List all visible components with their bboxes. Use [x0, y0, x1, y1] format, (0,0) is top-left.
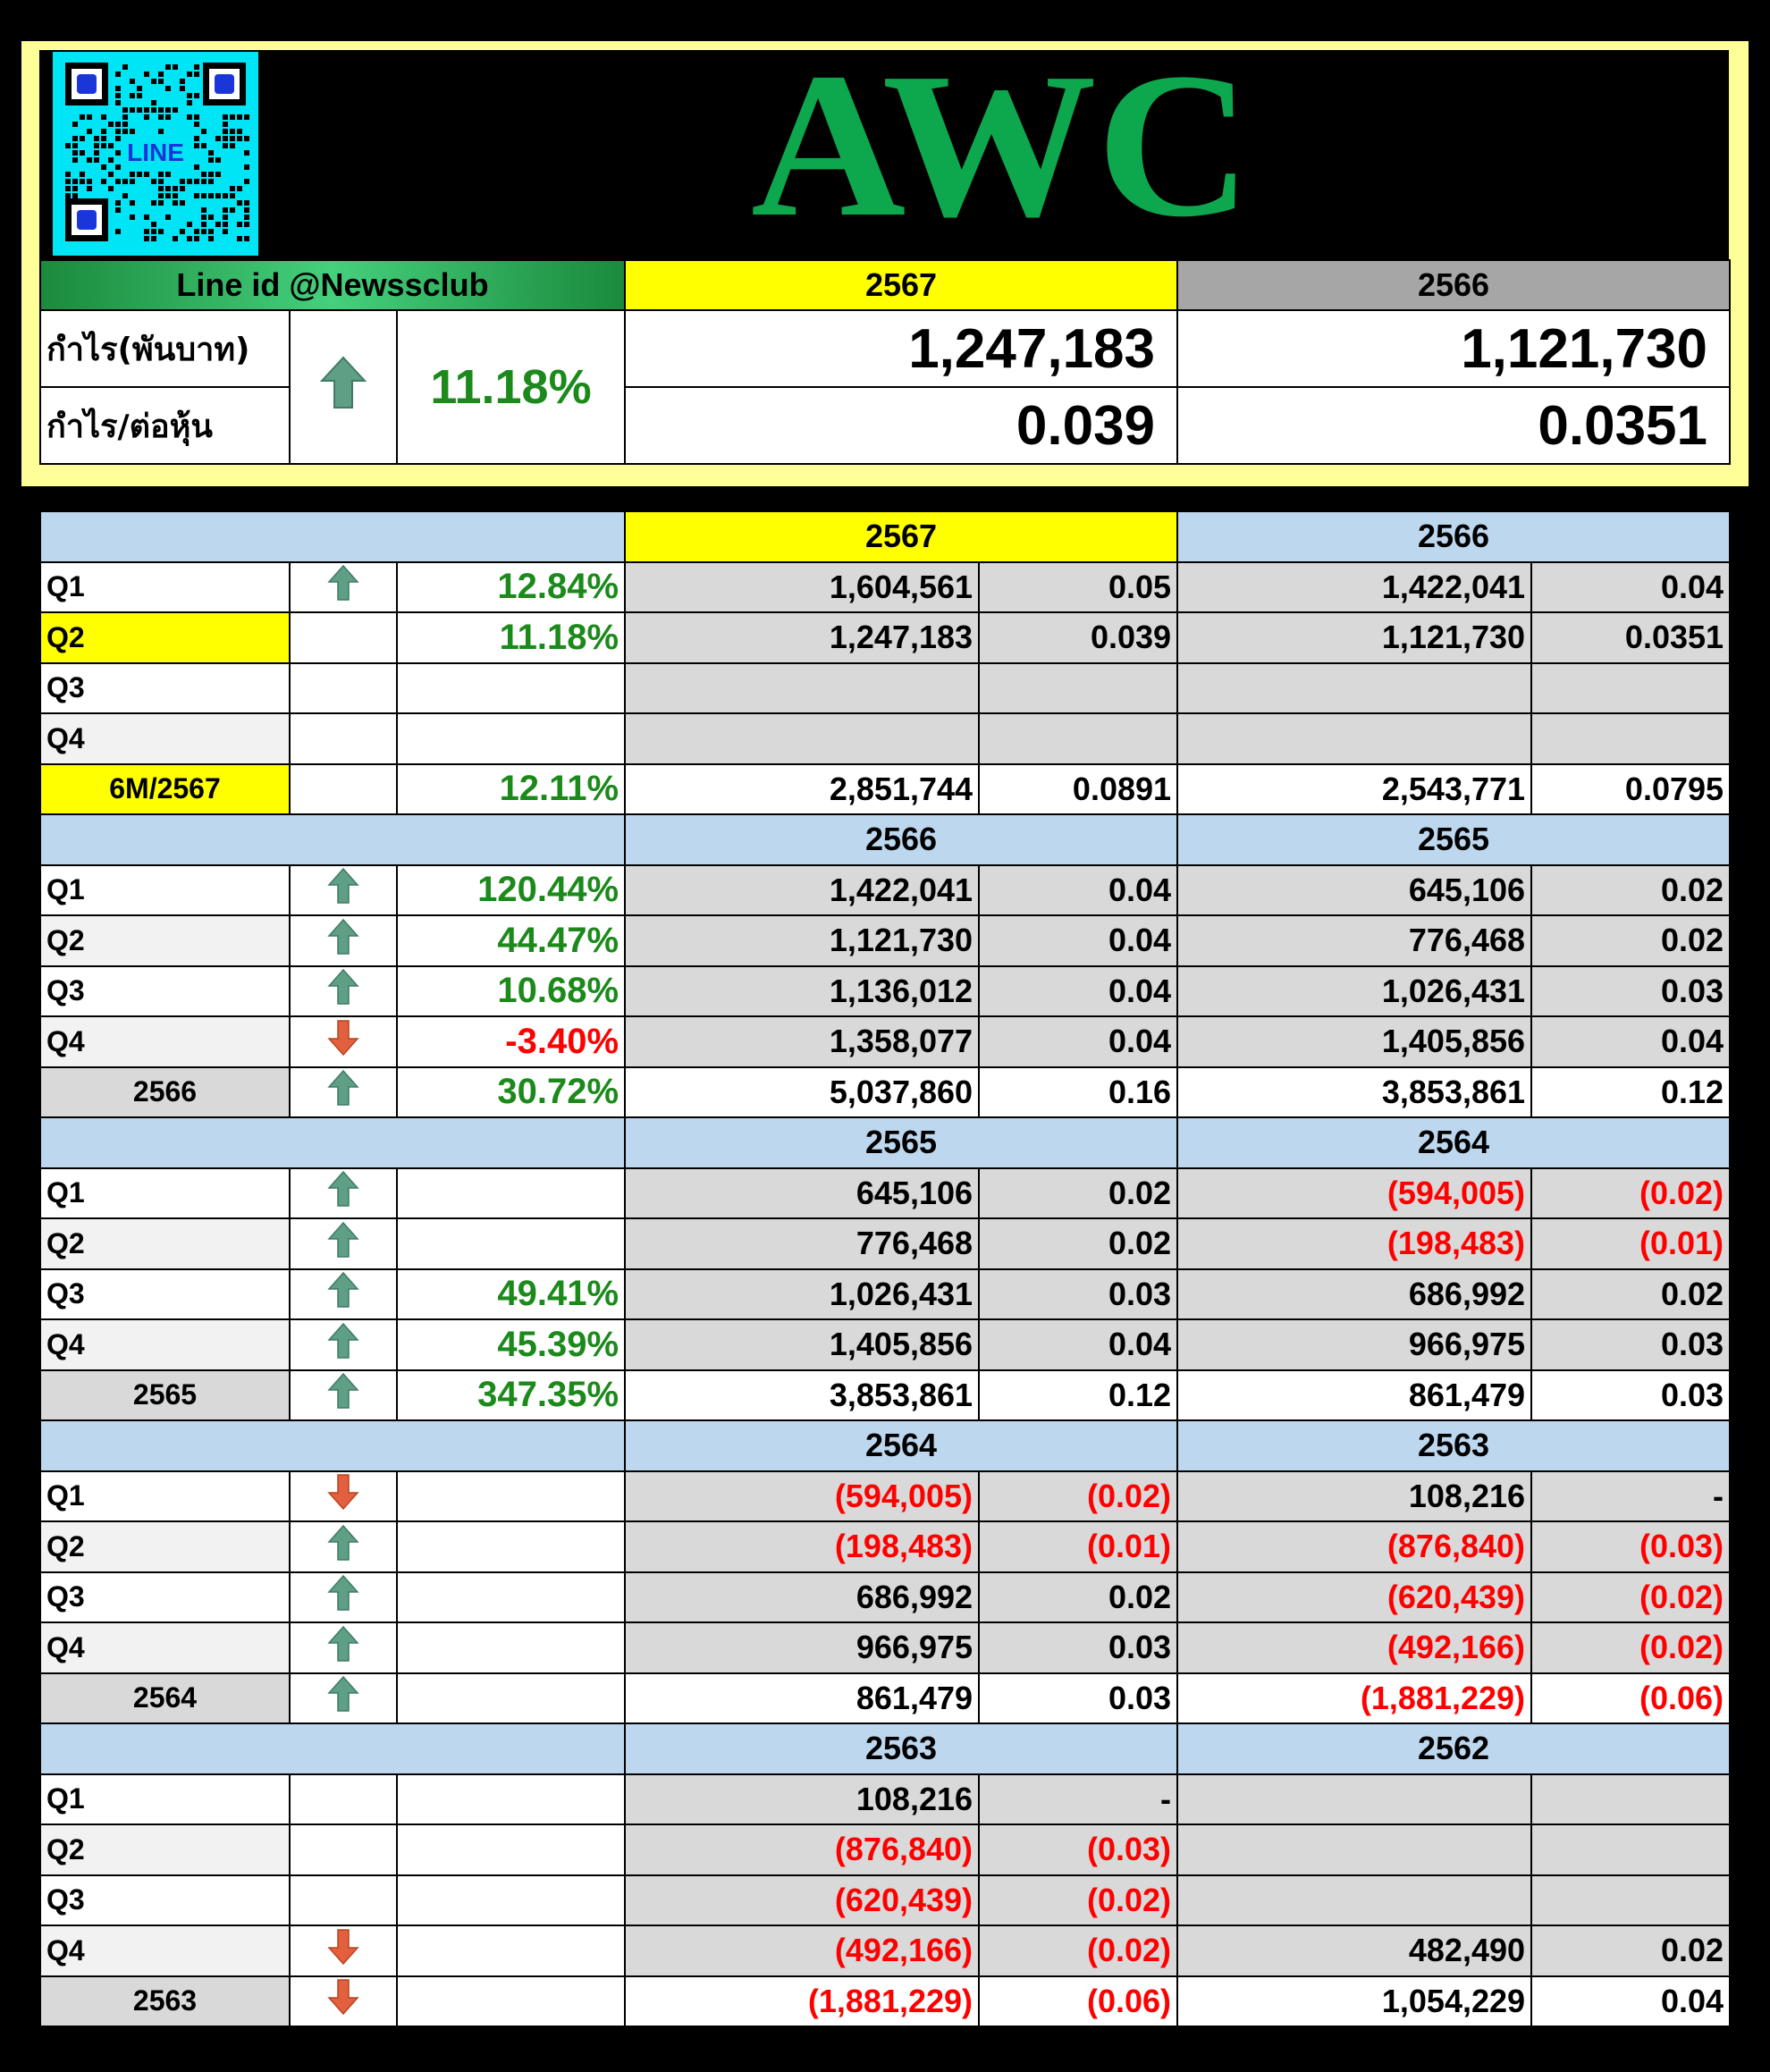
table-row [40, 1774, 1730, 1825]
row-trend [290, 1925, 397, 1976]
row-change-pct [397, 1572, 625, 1623]
table-row [40, 865, 1730, 916]
eps-value-a: 0.04 [979, 865, 1177, 916]
eps-value-a [979, 713, 1177, 764]
row-change-pct [397, 1824, 625, 1875]
profit-value-a: (198,483) [625, 1521, 979, 1572]
section-year-a: 2566 [625, 814, 1177, 865]
profit-value-a: 966,975 [625, 1622, 979, 1673]
row-trend [290, 1067, 397, 1118]
profit-value-b: 776,468 [1177, 915, 1531, 966]
section-year-a: 2563 [625, 1723, 1177, 1774]
section-spacer [40, 1723, 625, 1774]
eps-value-a: 0.05 [979, 562, 1177, 613]
table-row [40, 1471, 1730, 1522]
row-change-pct [397, 1925, 625, 1976]
row-label: Q4 [40, 1319, 290, 1370]
eps-value-b: 0.02 [1531, 1269, 1730, 1320]
eps-value-a: (0.03) [979, 1824, 1177, 1875]
row-change-pct: 10.68% [397, 966, 625, 1017]
row-label: Q4 [40, 713, 290, 764]
row-label: Q1 [40, 1471, 290, 1522]
row-trend [290, 1673, 397, 1724]
eps-value-a: 0.02 [979, 1572, 1177, 1623]
profit-value-a [625, 713, 979, 764]
row-change-pct: -3.40% [397, 1016, 625, 1067]
eps-value-a: 0.04 [979, 966, 1177, 1017]
table-row [40, 1521, 1730, 1572]
down-arrow-icon [327, 1019, 359, 1057]
eps-value-a: 0.02 [979, 1168, 1177, 1219]
profit-value-a: 1,026,431 [625, 1269, 979, 1320]
profit-value-b: (876,840) [1177, 1521, 1531, 1572]
profit-value-a: 861,479 [625, 1673, 979, 1724]
profit-value-b: 1,121,730 [1177, 612, 1531, 663]
row-trend [290, 1622, 397, 1673]
row-trend [290, 966, 397, 1017]
profit-value-b: 1,422,041 [1177, 562, 1531, 613]
up-arrow-icon [327, 1322, 359, 1360]
row-change-pct [397, 1218, 625, 1269]
eps-value-a: 0.04 [979, 1016, 1177, 1067]
row-trend [290, 1471, 397, 1522]
row-label: Q1 [40, 562, 290, 613]
logo-text: AWC [751, 54, 1252, 232]
row-change-pct [397, 1521, 625, 1572]
table-row [40, 1925, 1730, 1976]
profit-value-b [1177, 663, 1531, 714]
up-arrow-icon [320, 356, 367, 409]
table-row [40, 1622, 1730, 1673]
row-trend [290, 1976, 397, 2027]
up-arrow-icon [327, 1271, 359, 1309]
eps-value-a: (0.01) [979, 1521, 1177, 1572]
profit-value-a: 1,422,041 [625, 865, 979, 916]
eps-value-b: (0.03) [1531, 1521, 1730, 1572]
row-label: Q3 [40, 1572, 290, 1623]
profit-value-b: 966,975 [1177, 1319, 1531, 1370]
profit-value-a: 1,136,012 [625, 966, 979, 1017]
profit-value-a: (620,439) [625, 1875, 979, 1926]
row-trend [290, 1218, 397, 1269]
eps-value-a: 0.04 [979, 915, 1177, 966]
row-change-pct [397, 663, 625, 714]
table-row [40, 663, 1730, 714]
profit-value-b [1177, 1824, 1531, 1875]
table-row [40, 915, 1730, 966]
row-trend [290, 663, 397, 714]
eps-value-b: - [1531, 1471, 1730, 1522]
profit-value-b: (594,005) [1177, 1168, 1531, 1219]
eps-value-b: (0.02) [1531, 1572, 1730, 1623]
summary-year-prev: 2566 [1177, 260, 1730, 310]
profit-value-a: 1,604,561 [625, 562, 979, 613]
down-arrow-icon [327, 1928, 359, 1966]
profit-value-a: 1,121,730 [625, 915, 979, 966]
row-change-pct: 12.11% [397, 764, 625, 815]
row-label: 2565 [40, 1370, 290, 1421]
row-trend [290, 562, 397, 613]
eps-value-a: 0.02 [979, 1218, 1177, 1269]
row-label: 2563 [40, 1976, 290, 2027]
profit-value-a: (492,166) [625, 1925, 979, 1976]
profit-value-b: (198,483) [1177, 1218, 1531, 1269]
up-arrow-icon [327, 1372, 359, 1410]
profit-value-a: 2,851,744 [625, 764, 979, 815]
table-row [40, 713, 1730, 764]
profit-value-a: 686,992 [625, 1572, 979, 1623]
up-arrow-icon [327, 1625, 359, 1663]
row-label: 6M/2567 [40, 764, 290, 815]
up-arrow-icon [327, 564, 359, 602]
section-header [40, 1420, 1730, 1471]
up-arrow-icon [327, 1574, 359, 1612]
company-logo [715, 54, 1287, 232]
section-year-b: 2565 [1177, 814, 1730, 865]
row-label: Q3 [40, 1875, 290, 1926]
profit-current: 1,247,183 [625, 310, 1177, 387]
row-trend [290, 1824, 397, 1875]
eps-prev: 0.0351 [1177, 387, 1730, 464]
table-row [40, 1319, 1730, 1370]
row-change-pct: 49.41% [397, 1269, 625, 1320]
table-row [40, 612, 1730, 663]
row-label: Q1 [40, 1774, 290, 1825]
eps-value-b [1531, 1824, 1730, 1875]
eps-label: กำไร/ต่อหุ้น [40, 387, 290, 464]
table-row [40, 1218, 1730, 1269]
row-change-pct: 45.39% [397, 1319, 625, 1370]
eps-value-b [1531, 663, 1730, 714]
row-trend [290, 915, 397, 966]
summary-year-current: 2567 [625, 260, 1177, 310]
eps-value-a: 0.03 [979, 1673, 1177, 1724]
table-row [40, 1067, 1730, 1118]
table-row [40, 1168, 1730, 1219]
section-year-a: 2567 [625, 511, 1177, 562]
section-spacer [40, 1117, 625, 1168]
profit-value-b [1177, 1774, 1531, 1825]
eps-value-a: (0.02) [979, 1471, 1177, 1522]
row-change-pct: 120.44% [397, 865, 625, 916]
line-id-label[interactable]: Line id @Newssclub [40, 260, 625, 310]
profit-value-b: (1,881,229) [1177, 1673, 1531, 1724]
row-change-pct [397, 1976, 625, 2027]
section-header [40, 814, 1730, 865]
up-arrow-icon [327, 1069, 359, 1107]
row-label: Q4 [40, 1925, 290, 1976]
row-trend [290, 1774, 397, 1825]
profit-value-b: (620,439) [1177, 1572, 1531, 1623]
eps-current: 0.039 [625, 387, 1177, 464]
eps-value-a [979, 663, 1177, 714]
profit-value-b: 1,026,431 [1177, 966, 1531, 1017]
profit-value-a: 108,216 [625, 1774, 979, 1825]
row-change-pct: 347.35% [397, 1370, 625, 1421]
eps-value-b [1531, 1875, 1730, 1926]
row-label: Q2 [40, 1218, 290, 1269]
profit-value-b: (492,166) [1177, 1622, 1531, 1673]
eps-value-b: (0.02) [1531, 1622, 1730, 1673]
qr-line-label: LINE [127, 139, 184, 166]
eps-value-a: (0.02) [979, 1875, 1177, 1926]
row-trend [290, 764, 397, 815]
profit-value-a: (594,005) [625, 1471, 979, 1522]
eps-value-b: 0.02 [1531, 865, 1730, 916]
row-label: Q1 [40, 1168, 290, 1219]
row-trend [290, 713, 397, 764]
profit-value-b: 1,405,856 [1177, 1016, 1531, 1067]
row-change-pct: 44.47% [397, 915, 625, 966]
row-change-pct: 30.72% [397, 1067, 625, 1118]
row-label: 2566 [40, 1067, 290, 1118]
profit-value-b: 482,490 [1177, 1925, 1531, 1976]
profit-value-a: 776,468 [625, 1218, 979, 1269]
row-change-pct [397, 713, 625, 764]
table-row [40, 1572, 1730, 1623]
up-arrow-icon [327, 867, 359, 905]
row-label: Q1 [40, 865, 290, 916]
profit-value-a: 1,247,183 [625, 612, 979, 663]
eps-value-b: 0.03 [1531, 966, 1730, 1017]
row-change-pct: 11.18% [397, 612, 625, 663]
profit-value-b: 108,216 [1177, 1471, 1531, 1522]
eps-value-a: 0.03 [979, 1622, 1177, 1673]
eps-value-a: (0.02) [979, 1925, 1177, 1976]
section-year-b: 2562 [1177, 1723, 1730, 1774]
profit-value-b [1177, 713, 1531, 764]
up-arrow-icon [327, 968, 359, 1006]
profit-value-b: 1,054,229 [1177, 1976, 1531, 2027]
qr-finder-bl [65, 198, 108, 241]
section-year-b: 2564 [1177, 1117, 1730, 1168]
eps-value-b: 0.0795 [1531, 764, 1730, 815]
eps-value-b [1531, 1774, 1730, 1825]
qr-finder-tl [65, 63, 108, 105]
section-year-b: 2563 [1177, 1420, 1730, 1471]
profit-value-b [1177, 1875, 1531, 1926]
eps-value-a: 0.04 [979, 1319, 1177, 1370]
profit-value-a: 3,853,861 [625, 1370, 979, 1421]
row-label: Q2 [40, 1824, 290, 1875]
row-trend [290, 865, 397, 916]
profit-value-a: 1,405,856 [625, 1319, 979, 1370]
row-label: Q4 [40, 1622, 290, 1673]
down-arrow-icon [327, 1978, 359, 2016]
section-spacer [40, 1420, 625, 1471]
section-spacer [40, 814, 625, 865]
profit-value-a: (876,840) [625, 1824, 979, 1875]
eps-value-b: 0.03 [1531, 1370, 1730, 1421]
row-change-pct [397, 1168, 625, 1219]
row-change-pct [397, 1622, 625, 1673]
eps-value-b: 0.04 [1531, 1976, 1730, 2027]
profit-value-a: (1,881,229) [625, 1976, 979, 2027]
table-row [40, 1269, 1730, 1320]
eps-value-a: 0.039 [979, 612, 1177, 663]
row-label: 2564 [40, 1673, 290, 1724]
row-trend [290, 1572, 397, 1623]
line-qr-code[interactable] [53, 52, 258, 256]
eps-value-b: 0.03 [1531, 1319, 1730, 1370]
row-trend [290, 1269, 397, 1320]
profit-label: กำไร(พันบาท) [40, 310, 290, 387]
eps-value-b: 0.0351 [1531, 612, 1730, 663]
row-trend [290, 1521, 397, 1572]
profit-value-b: 2,543,771 [1177, 764, 1531, 815]
row-change-pct: 12.84% [397, 562, 625, 613]
eps-value-b: 0.02 [1531, 915, 1730, 966]
up-arrow-icon [327, 1524, 359, 1562]
row-trend [290, 1016, 397, 1067]
table-row [40, 1976, 1730, 2027]
row-change-pct [397, 1774, 625, 1825]
up-arrow-icon [327, 918, 359, 956]
row-label: Q2 [40, 1521, 290, 1572]
profit-value-b: 861,479 [1177, 1370, 1531, 1421]
profit-value-b: 3,853,861 [1177, 1067, 1531, 1118]
table-row [40, 562, 1730, 613]
profit-value-b: 645,106 [1177, 865, 1531, 916]
table-row [40, 764, 1730, 815]
eps-value-b: (0.02) [1531, 1168, 1730, 1219]
up-arrow-icon [327, 1170, 359, 1208]
section-header [40, 1723, 1730, 1774]
eps-value-b: 0.02 [1531, 1925, 1730, 1976]
row-change-pct [397, 1673, 625, 1724]
section-year-b: 2566 [1177, 511, 1730, 562]
profit-value-b: 686,992 [1177, 1269, 1531, 1320]
section-year-a: 2564 [625, 1420, 1177, 1471]
section-spacer [40, 511, 625, 562]
summary-change-pct: 11.18% [397, 310, 625, 464]
row-trend [290, 1319, 397, 1370]
eps-value-b: 0.04 [1531, 562, 1730, 613]
row-trend [290, 1168, 397, 1219]
up-arrow-icon [327, 1675, 359, 1713]
row-trend [290, 1875, 397, 1926]
summary-table [39, 259, 1731, 465]
row-label: Q3 [40, 663, 290, 714]
profit-value-a: 5,037,860 [625, 1067, 979, 1118]
quarterly-table [39, 510, 1731, 2027]
section-header [40, 511, 1730, 562]
eps-value-a: 0.03 [979, 1269, 1177, 1320]
table-row [40, 966, 1730, 1017]
table-row [40, 1016, 1730, 1067]
eps-value-a: 0.0891 [979, 764, 1177, 815]
row-label: Q3 [40, 966, 290, 1017]
eps-value-b: (0.06) [1531, 1673, 1730, 1724]
section-header [40, 1117, 1730, 1168]
row-label: Q2 [40, 915, 290, 966]
row-label: Q2 [40, 612, 290, 663]
row-change-pct [397, 1875, 625, 1926]
eps-value-a: - [979, 1774, 1177, 1825]
table-row [40, 1824, 1730, 1875]
row-label: Q3 [40, 1269, 290, 1320]
profit-value-a: 645,106 [625, 1168, 979, 1219]
eps-value-a: 0.16 [979, 1067, 1177, 1118]
profit-prev: 1,121,730 [1177, 310, 1730, 387]
row-trend [290, 1370, 397, 1421]
table-row [40, 1370, 1730, 1421]
eps-value-b: 0.04 [1531, 1016, 1730, 1067]
qr-finder-tr [203, 63, 246, 105]
eps-value-b [1531, 713, 1730, 764]
row-label: Q4 [40, 1016, 290, 1067]
table-row [40, 1875, 1730, 1926]
eps-value-b: 0.12 [1531, 1067, 1730, 1118]
qr-code-icon [53, 52, 258, 256]
profit-value-a: 1,358,077 [625, 1016, 979, 1067]
eps-value-b: (0.01) [1531, 1218, 1730, 1269]
eps-value-a: 0.12 [979, 1370, 1177, 1421]
summary-trend [290, 310, 397, 464]
row-change-pct [397, 1471, 625, 1522]
up-arrow-icon [327, 1221, 359, 1259]
profit-value-a [625, 663, 979, 714]
down-arrow-icon [327, 1473, 359, 1511]
table-row [40, 1673, 1730, 1724]
section-year-a: 2565 [625, 1117, 1177, 1168]
row-trend [290, 612, 397, 663]
eps-value-a: (0.06) [979, 1976, 1177, 2027]
